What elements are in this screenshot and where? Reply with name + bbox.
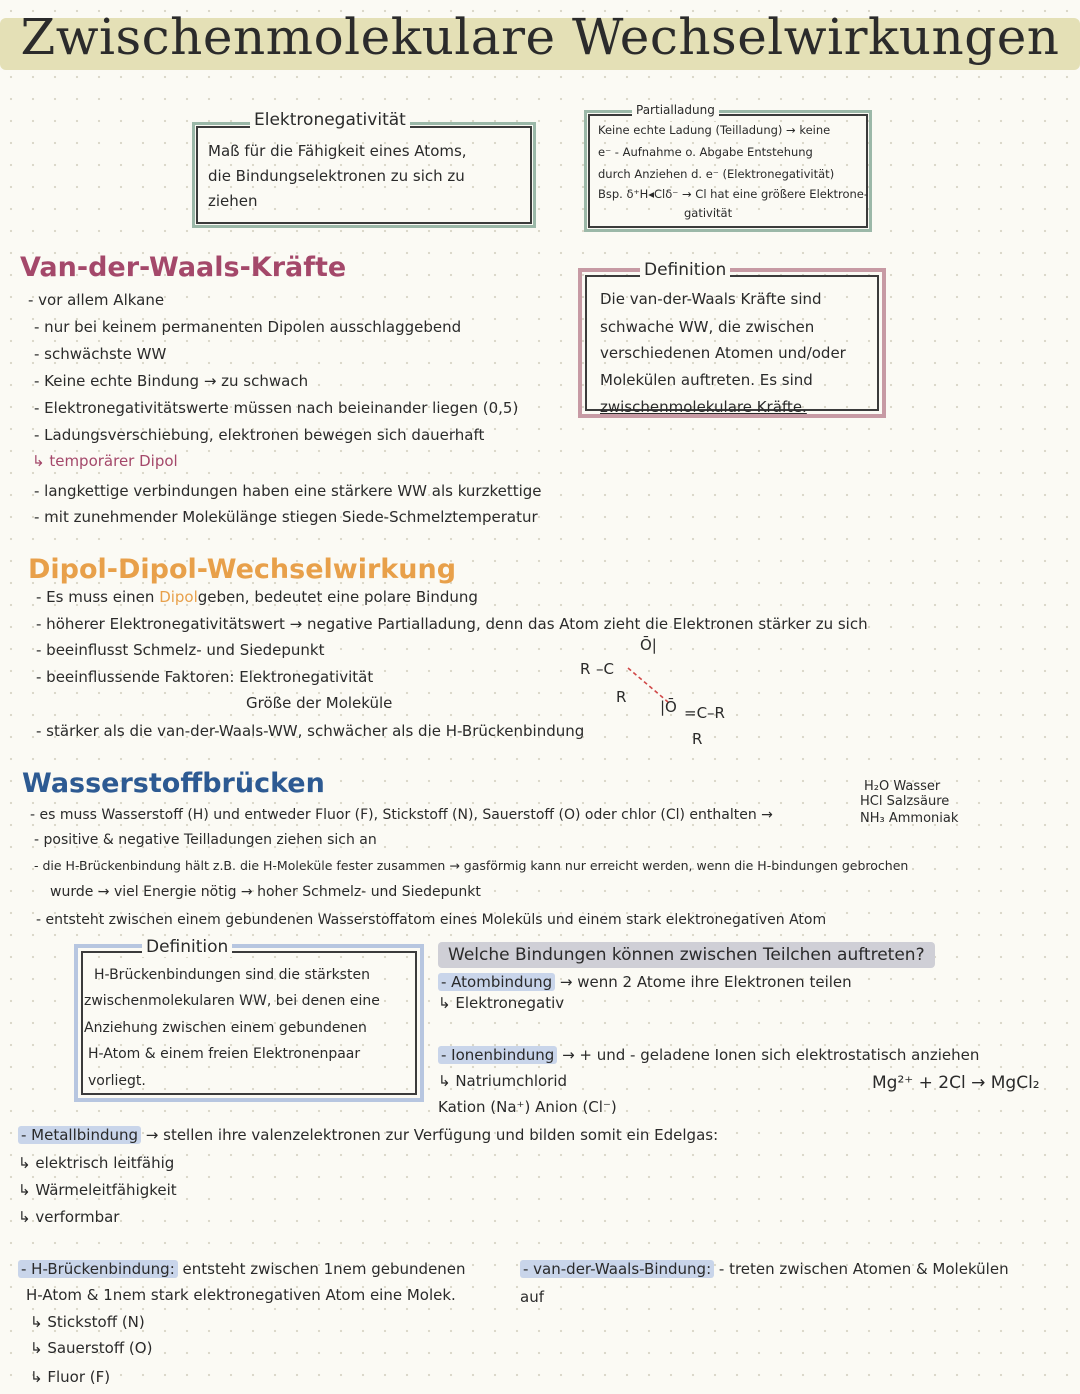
hbond-definition-label: Definition: [142, 937, 232, 957]
bottom-vdw-text: - treten zwischen Atomen & Molekülen: [718, 1260, 1009, 1278]
partial-charge-label: Partialladung: [632, 100, 719, 121]
partial-charge-line-2: e⁻ - Aufnahme o. Abgabe Entstehung: [598, 145, 813, 159]
hbond-definition-line-2: zwischenmolekularen WW, bei denen eine: [84, 993, 380, 1009]
partial-charge-line-4: Bsp. δ⁺H◂Clδ⁻ → Cl hat eine größere Elektrone-: [598, 187, 869, 201]
hbond-example-3: NH₃ Ammoniak: [860, 811, 959, 826]
bottom-hbond-row: [18, 1256, 466, 1282]
vdw-line-4: - Keine echte Bindung → zu schwach: [34, 372, 309, 390]
electronegativity-line-3: ziehen: [208, 192, 258, 210]
partial-charge-line-1: Keine echte Ladung (Teilladung) → keine: [598, 123, 831, 137]
dipol-heading: Dipol-Dipol-Wechselwirkung: [28, 554, 457, 585]
metal-bond-label: - Metallbindung: [18, 1126, 141, 1144]
dipol-line-6: - stärker als die van-der-Waals-WW, schwächer als die H-Brückenbindung: [36, 722, 585, 740]
vdw-definition-label: Definition: [640, 260, 730, 280]
dipole-attraction-line: [620, 660, 680, 710]
vdw-definition-line-1: Die van-der-Waals Kräfte sind: [600, 290, 822, 308]
vdw-definition-line-3: verschiedenen Atomen und/oder: [600, 344, 846, 362]
dipol-line-5: Größe der Moleküle: [246, 694, 393, 712]
ion-bond-text: → + und - geladene Ionen sich elektrostatisch anziehen: [562, 1046, 980, 1064]
hbond-definition-line-1: H-Brückenbindungen sind die stärksten: [94, 967, 370, 983]
vdw-line-1: - vor allem Alkane: [28, 291, 165, 309]
vdw-line-7: ↳ temporärer Dipol: [32, 452, 178, 470]
atom-bond-label: - Atombindung: [438, 973, 555, 991]
partial-charge-line-5: gativität: [684, 206, 733, 220]
vdw-line-9: - mit zunehmender Molekülänge stiegen Siede-Schmelztemperatur: [34, 508, 538, 526]
vdw-heading: Van-der-Waals-Kräfte: [20, 252, 347, 283]
electronegativity-label: Elektronegativität: [250, 110, 410, 130]
hbond-line-1: - es muss Wasserstoff (H) und entweder Fluor (F), Stickstoff (N), Sauerstoff (O) oder chlor (Cl) enthalten →: [30, 807, 773, 823]
ion-equation: Mg²⁺ + 2Cl → MgCl₂: [872, 1073, 1040, 1093]
metal-bond-row: [18, 1122, 718, 1148]
metal-bond-sub-1: ↳ elektrisch leitfähig: [18, 1154, 175, 1172]
hbond-definition-line-4: H-Atom & einem freien Elektronenpaar: [88, 1046, 361, 1062]
ion-ions: Kation (Na⁺) Anion (Cl⁻): [438, 1098, 617, 1116]
hbond-line-3: - die H-Brückenbindung hält z.B. die H-Moleküle fester zusammen → gasförmig kann nur erreicht werden, wenn die H-bindungen gebrochen: [34, 858, 909, 873]
metal-bond-text: → stellen ihre valenzelektronen zur Verfügung und bilden somit ein Edelgas:: [145, 1126, 719, 1144]
hbond-line-5: - entsteht zwischen einem gebundenen Wasserstoffatom eines Moleküls und einem stark elektronegativen Atom: [36, 912, 827, 928]
vdw-definition-line-2: schwache WW, die zwischen: [600, 318, 815, 336]
atom-bond-sub: ↳ Elektronegativ: [438, 994, 565, 1012]
hbond-definition-line-5: vorliegt.: [88, 1073, 146, 1089]
vdw-definition-line-4: Molekülen auftreten. Es sind: [600, 371, 813, 389]
metal-bond-sub-2: ↳ Wärmeleitfähigkeit: [18, 1181, 177, 1199]
vdw-line-8: - langkettige verbindungen haben eine stärkere WW als kurzkettige: [34, 482, 542, 500]
vdw-line-6: - Ladungsverschiebung, elektronen bewegen sich dauerhaft: [34, 426, 485, 444]
molecule-carbon-2: =C–R: [684, 704, 725, 722]
molecule-carbon-1: –C: [596, 660, 614, 678]
bottom-hbond-sub-1: ↳ Stickstoff (N): [30, 1313, 145, 1331]
electronegativity-line-1: Maß für die Fähigkeit eines Atoms,: [208, 142, 467, 160]
bottom-hbond-line-2: H-Atom & 1nem stark elektronegativen Atom eine Molek.: [26, 1286, 456, 1304]
molecule-r-bottom-2: R: [692, 730, 703, 748]
bottom-vdw-row: [520, 1256, 1009, 1282]
molecule-oxygen-1: Ō|: [640, 636, 657, 654]
ion-bond-sub: ↳ Natriumchlorid: [438, 1072, 568, 1090]
dipol-line-1-post: geben, bedeutet eine polare Bindung: [197, 588, 478, 606]
molecule-r-bottom-1: R: [616, 688, 627, 706]
dipol-line-1: [36, 584, 478, 610]
bottom-hbond-label: - H-Brückenbindung:: [18, 1260, 178, 1278]
page-title: Zwischenmolekulare Wechselwirkungen: [20, 8, 1060, 66]
hbond-example-1: H₂O Wasser: [864, 779, 941, 794]
bottom-hbond-sub-3: ↳ Fluor (F): [30, 1368, 111, 1386]
hbond-heading: Wasserstoffbrücken: [22, 768, 325, 799]
electronegativity-line-2: die Bindungselektronen zu sich zu: [208, 167, 465, 185]
dipol-line-2: - höherer Elektronegativitätswert → negative Partialladung, denn das Atom zieht die Elektronen stärker zu sich: [36, 615, 868, 633]
molecule-oxygen-2: |Ō: [660, 698, 677, 716]
ion-bond-label: - Ionenbindung: [438, 1046, 557, 1064]
dipol-line-3: - beeinflusst Schmelz- und Siedepunkt: [36, 641, 325, 659]
molecule-r-left: R: [580, 660, 591, 678]
hbond-line-4: wurde → viel Energie nötig → hoher Schmelz- und Siedepunkt: [50, 884, 481, 900]
vdw-line-5: - Elektronegativitätswerte müssen nach beieinander liegen (0,5): [34, 399, 519, 417]
vdw-definition-line-5: zwischenmolekulare Kräfte.: [600, 398, 807, 416]
hbond-line-2: - positive & negative Teilladungen ziehen sich an: [34, 832, 377, 848]
partial-charge-line-3: durch Anziehen d. e⁻ (Elektronegativität): [598, 167, 835, 181]
bottom-hbond-sub-2: ↳ Sauerstoff (O): [30, 1339, 153, 1357]
hbond-definition-line-3: Anziehung zwischen einem gebundenen: [84, 1020, 367, 1036]
bottom-vdw-label: - van-der-Waals-Bindung:: [520, 1260, 714, 1278]
hbond-example-2: HCl Salzsäure: [860, 794, 950, 809]
metal-bond-sub-3: ↳ verformbar: [18, 1208, 120, 1226]
vdw-line-2: - nur bei keinem permanenten Dipolen ausschlaggebend: [34, 318, 462, 336]
ion-bond-row: [438, 1042, 979, 1068]
atom-bond-text: → wenn 2 Atome ihre Elektronen teilen: [559, 973, 852, 991]
bond-types-question: Welche Bindungen können zwischen Teilchen auftreten?: [438, 942, 935, 968]
dipol-line-1-pre: - Es muss einen: [36, 588, 155, 606]
bottom-hbond-text: entsteht zwischen 1nem gebundenen: [182, 1260, 466, 1278]
dipol-word: Dipol: [159, 588, 198, 606]
dipol-line-4: - beeinflussende Faktoren: Elektronegativität: [36, 668, 374, 686]
bottom-vdw-line-2: auf: [520, 1288, 544, 1306]
vdw-line-3: - schwächste WW: [34, 345, 167, 363]
